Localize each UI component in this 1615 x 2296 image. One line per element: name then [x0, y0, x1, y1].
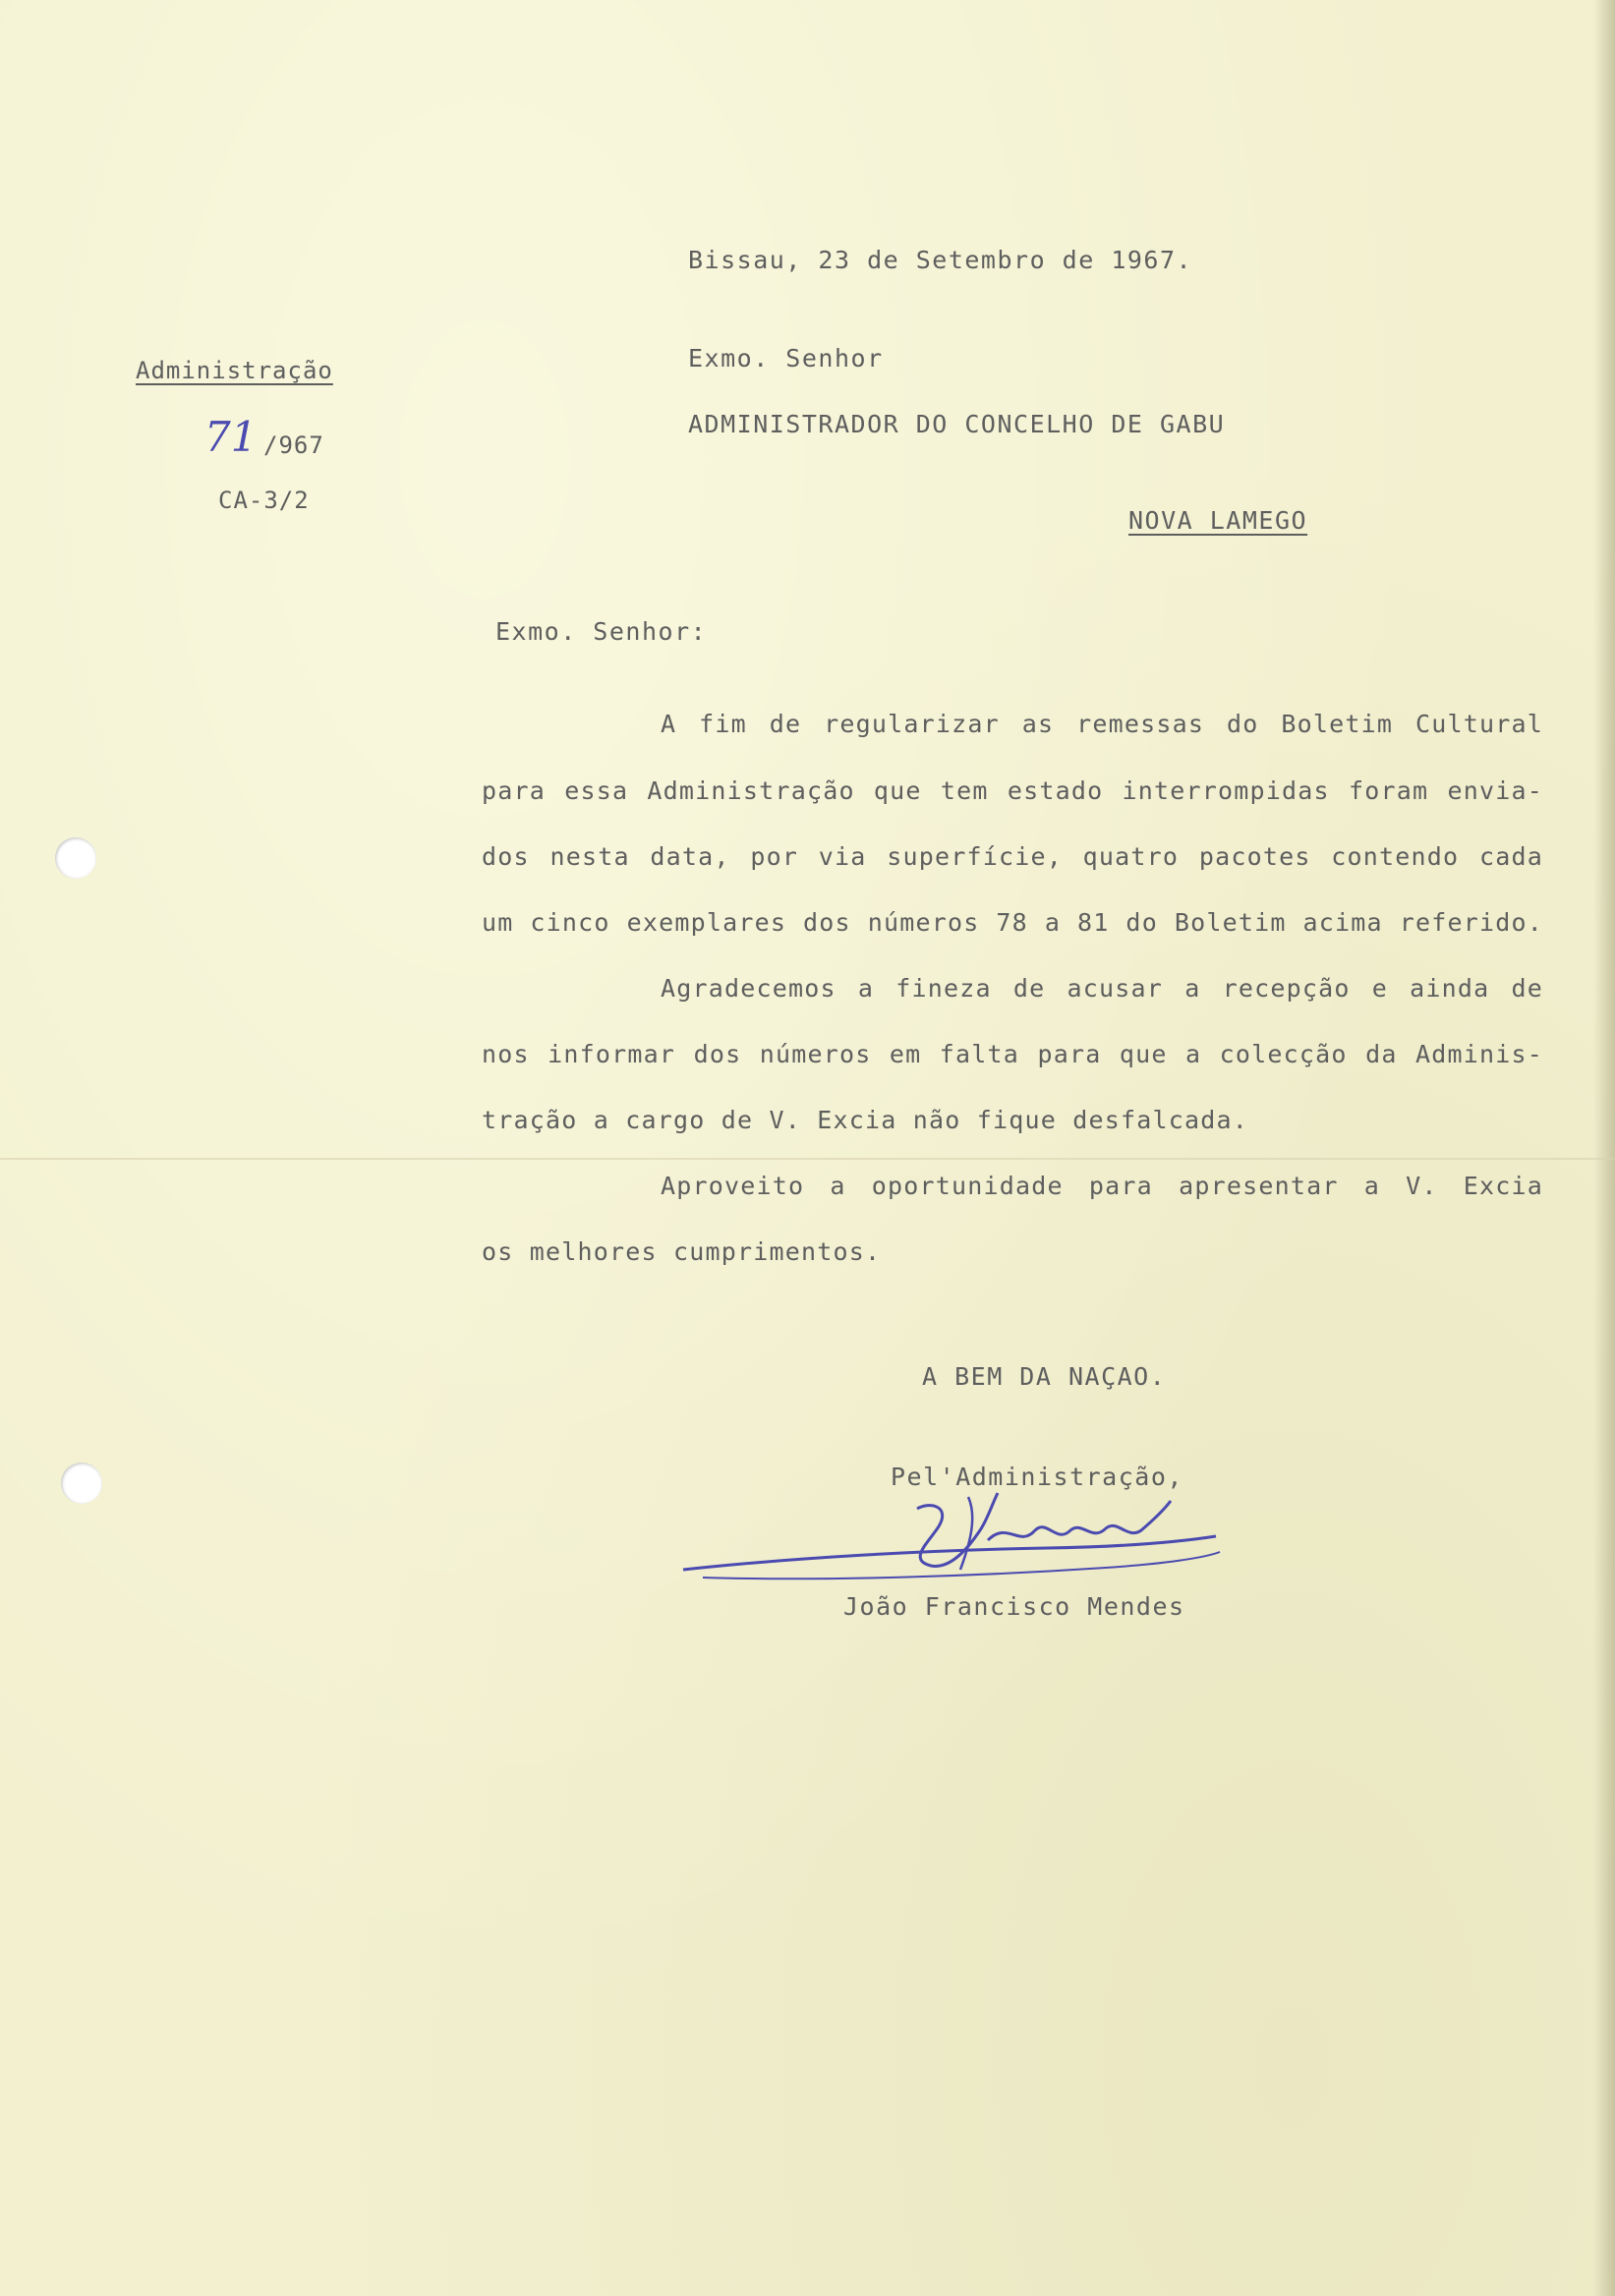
- paragraph-2-line-1: Agradecemos a fineza de acusar a recepção e ainda de: [661, 974, 1543, 1003]
- reference-number-handwritten: 71: [204, 413, 258, 461]
- closing-motto: A BEM DA NAÇAO.: [922, 1362, 1167, 1391]
- recipient-salutation: Exmo. Senhor: [688, 344, 884, 373]
- signatory-name: João Francisco Mendes: [843, 1592, 1185, 1621]
- paragraph-1-line-4: um cinco exemplares dos números 78 a 81 do Boletim acima referido.: [482, 908, 1543, 937]
- recipient-title: ADMINISTRADOR DO CONCELHO DE GABU: [688, 410, 1226, 438]
- paragraph-1-line-3: dos nesta data, por via superfície, quatro pacotes contendo cada: [482, 842, 1543, 871]
- paragraph-1-line-2: para essa Administração que tem estado interrompidas foram envia-: [482, 776, 1543, 805]
- paragraph-2-line-2: nos informar dos números em falta para que a colecção da Adminis-: [482, 1040, 1543, 1068]
- closing-role: Pel'Administração,: [891, 1463, 1183, 1491]
- recipient-location: NOVA LAMEGO: [1128, 506, 1308, 535]
- paragraph-1-line-1: A fim de regularizar as remessas do Boletim Cultural: [661, 710, 1543, 738]
- punch-hole-top: [55, 837, 96, 879]
- reference-department: Administração: [136, 357, 333, 384]
- paragraph-3-line-2: os melhores cumprimentos.: [482, 1237, 882, 1266]
- paper-edge: [1593, 0, 1615, 2296]
- reference-code: CA-3/2: [218, 487, 310, 514]
- paragraph-3-line-1: Aproveito a oportunidade para apresentar a V. Excia: [661, 1172, 1543, 1200]
- reference-year: /967: [263, 431, 324, 459]
- place-date: Bissau, 23 de Setembro de 1967.: [688, 246, 1193, 274]
- punch-hole-bottom: [61, 1463, 102, 1504]
- greeting: Exmo. Senhor:: [495, 617, 708, 646]
- paper-fold: [0, 1158, 1615, 1160]
- paragraph-2-line-3: tração a cargo de V. Excia não fique desfalcada.: [482, 1106, 1249, 1134]
- signature-scribble: [673, 1479, 1224, 1597]
